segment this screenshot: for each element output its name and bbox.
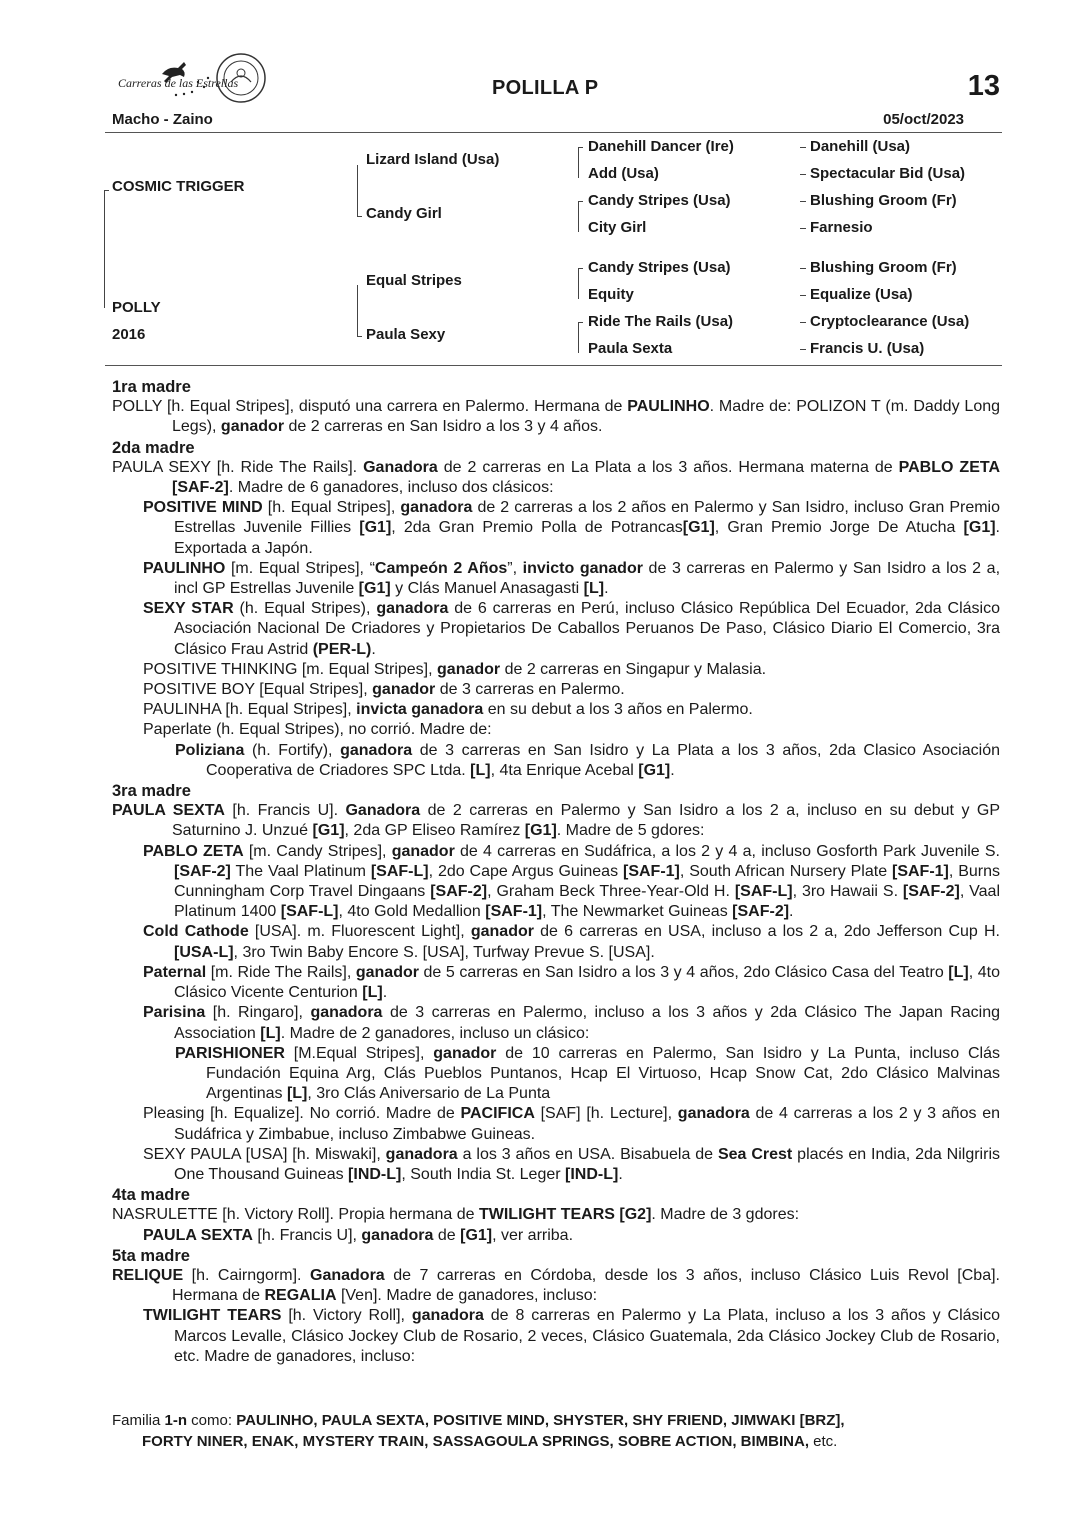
bold-run: ganadora xyxy=(310,1004,383,1022)
pedigree-gen3-item: Paula Sexta xyxy=(588,340,673,357)
logo-text: Carreras de las Estrellas xyxy=(118,76,239,90)
pedigree-gen4-item: Danehill (Usa) xyxy=(810,138,911,155)
bold-run: [SAF-2] xyxy=(430,883,488,901)
family-footer-line: FORTY NINER, ENAK, MYSTERY TRAIN, SASSAGOULA SPRINGS, SOBRE ACTION, BIMBINA, etc. xyxy=(142,1433,838,1450)
family-note-paragraph: PAULA SEXY [h. Ride The Rails]. Ganadora de 2 carreras en La Plata a los 3 años. Hermana materna de PABLO ZETA [SAF-2]. Madre de 6 ganadores, incluso dos clásicos: xyxy=(112,458,1001,497)
pedigree-dam-year: 2016 xyxy=(112,326,146,343)
family-note-paragraph: RELIQUE [h. Cairngorm]. Ganadora de 7 carreras en Córdoba, desde los 3 años, incluso Clásico Luis Revol [Cba]. Hermana de REGALIA [Ven]. Madre de ganadores, incluso: xyxy=(112,1266,1000,1305)
bold-run: ganador xyxy=(391,842,455,860)
family-notes xyxy=(112,377,1000,1367)
family-note-paragraph: POLLY [h. Equal Stripes], disputó una carrera en Palermo. Hermana de PAULINHO. Madre de: POLIZON T (m. Daddy Long Legs), ganador de 2 carreras en San Isidro a los 3 y 4 años. xyxy=(112,398,1001,436)
bold-run: [SAF-1] xyxy=(622,862,680,880)
gen4-dash xyxy=(800,201,806,202)
pedigree-divider xyxy=(105,365,1002,366)
bold-run: [G1] xyxy=(359,519,392,537)
gen3-bracket xyxy=(578,268,583,299)
pedigree-gen4-item: Francis U. (Usa) xyxy=(810,340,925,357)
pedigree-gen3-item: City Girl xyxy=(588,219,647,236)
pedigree-sire: COSMIC TRIGGER xyxy=(112,178,245,195)
family-note-paragraph: POSITIVE MIND [h. Equal Stripes], ganadora de 2 carreras a los 2 años en Palermo y San Isidro, incluso Gran Premio Estrellas Juvenile Fillies [G1], 2da Gran Premio Polla de Potrancas[G1], Gran Premio Jorge De Atucha [G1]. Exportada a Japón. xyxy=(143,499,1001,557)
bold-run: ganadora xyxy=(340,741,413,759)
dam-generation-heading: 5ta madre xyxy=(112,1246,190,1265)
family-note-paragraph: PAULA SEXTA [h. Francis U], ganadora de [G1], ver arriba. xyxy=(143,1226,574,1244)
page-number: 13 xyxy=(967,70,1000,102)
dam-generation-heading: 3ra madre xyxy=(112,782,191,801)
family-note-paragraph: Paternal [m. Ride The Rails], ganador de 5 carreras en San Isidro a los 3 y 4 años, 2do Clásico Casa del Teatro [L], 4to Clásico Vicente Centurion [L]. xyxy=(143,963,1000,1002)
bold-run: Parisina xyxy=(143,1004,206,1022)
bold-run: [L] xyxy=(583,580,605,598)
pedigree-gen4-item: Equalize (Usa) xyxy=(810,286,913,303)
bold-run: RELIQUE xyxy=(112,1266,184,1284)
bold-run: PAULA SEXTA xyxy=(143,1226,253,1244)
bold-run: [L] xyxy=(286,1085,308,1103)
bold-run: [IND-L] xyxy=(348,1165,402,1183)
gen4-dash xyxy=(800,295,806,296)
bold-run: [L] xyxy=(362,984,383,1002)
gen3-bracket xyxy=(578,201,583,232)
pedigree-gen2-item: Candy Girl xyxy=(366,205,442,222)
bold-run: [L] xyxy=(260,1024,281,1042)
gen4-dash xyxy=(800,147,806,148)
family-note-paragraph: Paperlate (h. Equal Stripes), no corrió. Madre de: xyxy=(143,721,492,739)
bold-run: PAULINHO xyxy=(627,398,710,416)
bold-run: TWILIGHT TEARS [G2] xyxy=(478,1206,652,1224)
family-note-paragraph: POSITIVE THINKING [m. Equal Stripes], ganador de 2 carreras en Singapur y Malasia. xyxy=(143,660,767,678)
pedigree-gen3-item: Add (Usa) xyxy=(588,165,659,182)
pedigree-gen4-item: Cryptoclearance (Usa) xyxy=(810,313,970,330)
bold-run: ganador xyxy=(437,660,501,678)
bold-run: [G1] xyxy=(524,822,557,840)
pedigree-gen3-item: Ride The Rails (Usa) xyxy=(588,313,734,330)
pedigree-gen3-item: Danehill Dancer (Ire) xyxy=(588,138,734,155)
bold-run: [SAF-2] xyxy=(732,903,790,921)
pedigree-gen4-item: Farnesio xyxy=(810,219,873,236)
bold-run: invicta ganadora xyxy=(356,701,484,719)
pedigree-gen3-item: Candy Stripes (Usa) xyxy=(588,259,731,276)
bold-run: [SAF-L] xyxy=(734,883,793,901)
family-note-paragraph: Poliziana (h. Fortify), ganadora de 3 carreras en San Isidro y La Plata a los 3 años, 2da Clasico Asociación Cooperativa de Criadores SPC Ltda. [L], 4ta Enrique Acebal [G1]. xyxy=(175,741,1000,779)
bold-run: Ganadora xyxy=(345,802,421,820)
pedigree-gen4-item: Blushing Groom (Fr) xyxy=(810,259,957,276)
family-note-paragraph: PAULA SEXTA [h. Francis U]. Ganadora de 2 carreras en Palermo y San Isidro a los 2 a, incluso en su debut y GP Saturnino J. Unzué [G1], 2da GP Eliseo Ramírez [G1]. Madre de 5 gdores: xyxy=(112,802,1001,840)
family-note-paragraph: Parisina [h. Ringaro], ganadora de 3 carreras en Palermo, incluso a los 3 años y 2da Clásico The Japan Racing Association [L]. Madre de 2 ganadores, incluso un clásico: xyxy=(143,1004,1001,1042)
sex-color: Macho - Zaino xyxy=(112,111,213,128)
bold-run: [SAF-L] xyxy=(280,903,339,921)
bold-run: ganadora xyxy=(376,600,449,618)
family-footer-line: Familia 1-n como: PAULINHO, PAULA SEXTA, POSITIVE MIND, SHYSTER, SHY FRIEND, JIMWAKI [BRZ], xyxy=(112,1412,845,1429)
family-note-paragraph: PAULINHA [h. Equal Stripes], invicta ganadora en su debut a los 3 años en Palermo. xyxy=(143,701,753,719)
family-note-paragraph: POSITIVE BOY [Equal Stripes], ganador de 3 carreras en Palermo. xyxy=(143,681,625,699)
dam-generation-heading: 2da madre xyxy=(112,438,195,457)
horse-name-title: POLILLA P xyxy=(492,77,599,99)
bold-run: PABLO ZETA xyxy=(143,842,244,860)
logo xyxy=(112,54,274,104)
bold-run: TWILIGHT TEARS xyxy=(143,1307,282,1325)
gen4-dash xyxy=(800,268,806,269)
bold-run: PABLO ZETA [SAF-2] xyxy=(172,458,1001,497)
bold-run: PACIFICA xyxy=(460,1105,535,1123)
bold-run: [IND-L] xyxy=(565,1165,619,1183)
bold-run: ganador xyxy=(355,963,419,981)
gen4-dash xyxy=(800,322,806,323)
pedigree-dam: POLLY xyxy=(112,299,161,316)
bold-run: Paternal xyxy=(143,963,207,981)
bold-run: ganador xyxy=(220,418,285,436)
header-divider xyxy=(105,132,1002,133)
family-note-paragraph: PAULINHO [m. Equal Stripes], “Campeón 2 Años”, invicto ganador de 3 carreras en Palermo y San Isidro a los 2 a, incl GP Estrellas Juvenile [G1] y Clás Manuel Anasagasti [L]. xyxy=(143,559,1001,598)
bold-run: [SAF-2] xyxy=(174,862,231,880)
bold-run: [L] xyxy=(948,963,969,981)
bold-run: [L] xyxy=(470,761,491,779)
bold-run: Sea Crest xyxy=(717,1145,793,1163)
pedigree-gen2-item: Equal Stripes xyxy=(366,272,462,289)
family-note-paragraph: PABLO ZETA [m. Candy Stripes], ganador de 4 carreras en Sudáfrica, a los 2 y 4 a, incluso Gosforth Park Juvenile S. [SAF-2] The Vaal Platinum [SAF-L], 2do Cape Argus Guineas [SAF-1], South African Nursery Plate [SAF-1], Burns Cunningham Corp Travel Dingaans [SAF-2], Graham Beck Three-Year-Old H. [SAF-L], 3ro Hawaii S. [SAF-2], Vaal Platinum 1400 [SAF-L], 4to Gold Medallion [SAF-1], The Newmarket Guineas [SAF-2]. xyxy=(143,842,1001,921)
family-note-paragraph: PARISHIONER [M.Equal Stripes], ganador de 10 carreras en Palermo, San Isidro y La Punta, incluso Clás Fundación Equina Arg, Clás Pueblos Puntanos, Hcap El Virtuoso, Hcap Snow Cat, 2do Clásico Malvinas Argentinas [L], 3ro Clás Aniversario de La Punta xyxy=(175,1044,1000,1103)
family-note-paragraph: TWILIGHT TEARS [h. Victory Roll], ganadora de 8 carreras en Palermo y La Plata, incluso a los 3 años y Clásico Marcos Levalle, Clásico Jockey Club de Rosario, 2 veces, Clásico Guatemala, 2da Clásico Jockey Club de Rosario, etc. Madre de ganadores, incluso: xyxy=(143,1307,1000,1365)
dam-generation-heading: 1ra madre xyxy=(112,378,191,396)
bold-run: ganador xyxy=(470,923,534,941)
bold-run: PAULA SEXTA xyxy=(112,802,225,820)
bold-run: Campeón 2 Años xyxy=(374,559,508,577)
bold-run: [SAF-1] xyxy=(892,862,949,880)
bold-run: invicto ganador xyxy=(522,559,643,577)
bold-run: 1-n xyxy=(164,1412,188,1429)
bold-run: SEXY STAR xyxy=(143,600,234,618)
gen2-bracket xyxy=(357,165,362,217)
bold-run: Cold Cathode xyxy=(143,923,249,941)
bold-run: POSITIVE MIND xyxy=(143,499,263,517)
bold-run: [SAF-L] xyxy=(370,862,429,880)
gen4-dash xyxy=(800,228,806,229)
bold-run: PAULINHO, PAULA SEXTA, POSITIVE MIND, SHYSTER, SHY FRIEND, JIMWAKI [BRZ], xyxy=(236,1412,845,1429)
family-note-paragraph: SEXY PAULA [USA] [h. Miswaki], ganadora a los 3 años en USA. Bisabuela de Sea Crest placés en India, 2da Nilgriris One Thousand Guineas [IND-L], South India St. Leger [IND-L]. xyxy=(143,1145,1000,1183)
bold-run: PARISHIONER xyxy=(175,1044,285,1062)
pedigree-gen2-item: Paula Sexy xyxy=(366,326,446,343)
bold-run: ganadora xyxy=(677,1105,750,1123)
bold-run: [G1] xyxy=(682,519,715,537)
bold-run: Ganadora xyxy=(363,458,438,476)
catalogue-date: 05/oct/2023 xyxy=(883,111,964,128)
gen3-bracket xyxy=(578,322,583,353)
bold-run: ganador xyxy=(433,1044,497,1062)
bold-run: ganadora xyxy=(385,1145,458,1163)
gen4-dash xyxy=(800,349,806,350)
bold-run: ganadora xyxy=(400,499,473,517)
bold-run: [SAF-2] xyxy=(902,883,960,901)
bold-run: [G1] xyxy=(963,519,996,537)
pedigree-gen3-item: Equity xyxy=(588,286,634,303)
bold-run: [G1] xyxy=(460,1226,493,1244)
bold-run: REGALIA xyxy=(264,1287,337,1305)
bold-run: ganador xyxy=(372,681,436,699)
pedigree-gen4-item: Spectacular Bid (Usa) xyxy=(810,165,966,182)
family-note-paragraph: Cold Cathode [USA]. m. Fluorescent Light], ganador de 6 carreras en USA, incluso a los 2 a, 2do Jefferson Cup H. [USA-L], 3ro Twin Baby Encore S. [USA], Turfway Prevue S. [USA]. xyxy=(143,923,1001,961)
family-note-paragraph: Pleasing [h. Equalize]. No corrió. Madre de PACIFICA [SAF] [h. Lecture], ganadora de 4 carreras a los 2 y 3 años en Sudáfrica y Zimbabue, incluso Zimbabwe Guineas. xyxy=(143,1105,1000,1143)
pedigree-gen2-item: Lizard Island (Usa) xyxy=(366,151,500,168)
pedigree-gen3-item: Candy Stripes (Usa) xyxy=(588,192,731,209)
bold-run: FORTY NINER, ENAK, MYSTERY TRAIN, SASSAGOULA SPRINGS, SOBRE ACTION, BIMBINA, xyxy=(142,1433,809,1450)
bold-run: (PER-L) xyxy=(312,640,372,658)
bold-run: [G1] xyxy=(638,761,671,779)
gen2-bracket xyxy=(357,285,362,337)
bold-run: [G1] xyxy=(358,580,391,598)
family-footer xyxy=(112,1410,1004,1452)
bold-run: [USA-L] xyxy=(174,943,234,961)
bold-run: [SAF-1] xyxy=(485,903,543,921)
bold-run: Poliziana xyxy=(175,741,245,759)
sire-bracket xyxy=(104,190,109,308)
family-note-paragraph: SEXY STAR (h. Equal Stripes), ganadora de 6 carreras en Perú, incluso Clásico República Del Ecuador, 2da Clásico Asociación Nacional De Criadores y Propietarios De Caballos Peruanos De Paso, Clásico Diario El Comercio, 3ra Clásico Frau Astrid (PER-L). xyxy=(143,600,1001,658)
pedigree-gen4-item: Blushing Groom (Fr) xyxy=(810,192,957,209)
bold-run: [G1] xyxy=(312,822,345,840)
gen4-dash xyxy=(800,174,806,175)
bold-run: ganadora xyxy=(411,1307,484,1325)
bold-run: ganadora xyxy=(361,1226,434,1244)
bold-run: Ganadora xyxy=(310,1266,385,1284)
dam-generation-heading: 4ta madre xyxy=(112,1186,190,1205)
gen3-bracket xyxy=(578,147,583,178)
family-note-paragraph: NASRULETTE [h. Victory Roll]. Propia hermana de TWILIGHT TEARS [G2]. Madre de 3 gdores: xyxy=(112,1206,800,1224)
bold-run: PAULINHO xyxy=(143,559,226,577)
